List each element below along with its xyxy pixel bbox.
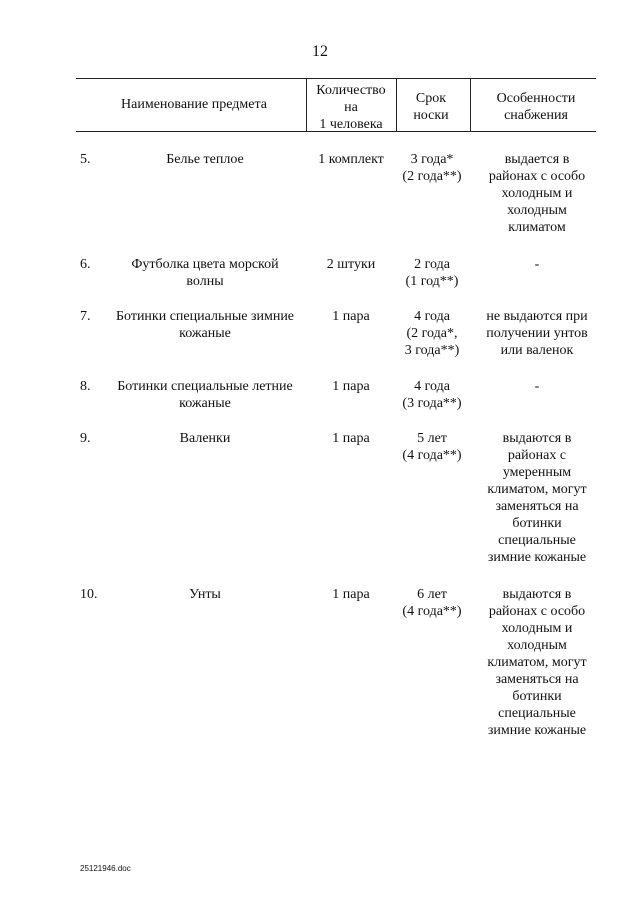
header-term: [398, 90, 464, 124]
header-quantity-line: 1 человека: [319, 117, 383, 132]
item-quantity: 1 комплект: [318, 152, 384, 167]
header-divider: [470, 78, 471, 131]
row-number: 9.: [80, 431, 91, 446]
row-number: 6.: [80, 257, 91, 272]
item-term-line: 3 года*: [410, 152, 454, 167]
item-name-line: Валенки: [179, 431, 231, 446]
item-name: [106, 586, 304, 603]
item-term-line: (2 года**): [402, 169, 462, 184]
item-name: [106, 151, 304, 168]
item-term-line: (1 год**): [405, 274, 459, 289]
item-features-line: зимние кожаные: [487, 723, 587, 738]
item-term-line: (2 года*,: [406, 326, 458, 341]
item-features: [474, 430, 600, 566]
row-number: 10.: [80, 587, 98, 602]
item-quantity: 1 пара: [332, 431, 370, 446]
item-features-line: не выдаются при: [486, 309, 588, 324]
item-features-line: районах с особо: [488, 169, 586, 184]
item-term: [392, 308, 472, 359]
header-term-line: Срок: [415, 91, 447, 106]
item-features-line: ботинки: [512, 516, 562, 531]
item-name-line: Ботинки специальные летние: [117, 379, 293, 394]
item-term: [392, 430, 472, 464]
item-features-line: или валенок: [500, 343, 574, 358]
item-term: [392, 151, 472, 185]
item-term-line: 4 года: [414, 309, 450, 324]
item-features-line: климатом: [508, 220, 566, 235]
item-name: [106, 308, 304, 342]
item-term-line: 2 года: [414, 257, 450, 272]
item-features-line: климатом, могут: [487, 482, 587, 497]
item-term-line: 6 лет: [417, 587, 447, 602]
header-features-line: Особенности: [496, 91, 576, 106]
item-features: [474, 308, 600, 359]
item-term: [392, 378, 472, 412]
item-name: [106, 378, 304, 412]
item-features-line: холодным и: [501, 186, 573, 201]
header-features-line: снабжения: [504, 108, 568, 123]
item-features-line: районах с особо: [488, 604, 586, 619]
item-features-line: заменяться на: [495, 672, 579, 687]
header-divider: [306, 78, 307, 131]
item-features-line: холодным: [507, 203, 567, 218]
item-name-line: волны: [186, 274, 224, 289]
item-quantity: 1 пара: [332, 587, 370, 602]
item-term-line: 5 лет: [417, 431, 447, 446]
item-features: [474, 586, 600, 739]
item-features-line: холодным: [507, 638, 567, 653]
item-features: [474, 151, 600, 236]
item-term-line: (3 года**): [402, 396, 462, 411]
item-features-line: зимние кожаные: [487, 550, 587, 565]
header-name: Наименование предмета: [121, 97, 267, 112]
item-name-line: Белье теплое: [166, 152, 244, 167]
item-features-line: выдаются в: [502, 431, 572, 446]
item-name-line: кожаные: [179, 326, 231, 341]
item-features-line: выдается в: [504, 152, 570, 167]
item-name-line: Ботинки специальные зимние: [115, 309, 295, 324]
item-features: [474, 256, 600, 273]
row-number: 7.: [80, 309, 91, 324]
item-quantity: 2 штуки: [326, 257, 376, 272]
header-divider: [396, 78, 397, 131]
item-term: [392, 256, 472, 290]
item-term-line: 3 года**): [404, 343, 460, 358]
header-quantity-line: Количество: [316, 83, 386, 98]
header-features: [476, 90, 596, 124]
item-features-line: специальные: [498, 533, 576, 548]
item-quantity: 1 пара: [332, 309, 370, 324]
table-header-rule: [76, 131, 596, 132]
item-features-line: холодным и: [501, 621, 573, 636]
item-name: [106, 430, 304, 447]
item-features-line: -: [534, 379, 540, 394]
item-name: [106, 256, 304, 290]
item-term-line: (4 года**): [402, 604, 462, 619]
item-term-line: 4 года: [414, 379, 450, 394]
item-features-line: -: [534, 257, 540, 272]
item-term: [392, 586, 472, 620]
item-name-line: Футболка цвета морской: [131, 257, 279, 272]
row-number: 8.: [80, 379, 91, 394]
table-top-rule: [76, 78, 596, 79]
item-features-line: ботинки: [512, 689, 562, 704]
header-quantity-line: на: [344, 100, 358, 115]
header-term-line: носки: [413, 108, 449, 123]
page-number: 12: [312, 43, 328, 60]
row-number: 5.: [80, 152, 91, 167]
item-term-line: (4 года**): [402, 448, 462, 463]
item-features: [474, 378, 600, 395]
item-features-line: районах с: [507, 448, 567, 463]
header-quantity: [308, 82, 394, 133]
item-quantity: 1 пара: [332, 379, 370, 394]
item-name-line: Унты: [189, 587, 221, 602]
item-name-line: кожаные: [179, 396, 231, 411]
document-filename: 25121946.doc: [80, 864, 131, 873]
item-features-line: умеренным: [502, 465, 572, 480]
item-features-line: выдаются в: [502, 587, 572, 602]
item-features-line: получении унтов: [486, 326, 588, 341]
item-features-line: климатом, могут: [487, 655, 587, 670]
item-features-line: заменяться на: [495, 499, 579, 514]
item-features-line: специальные: [498, 706, 576, 721]
